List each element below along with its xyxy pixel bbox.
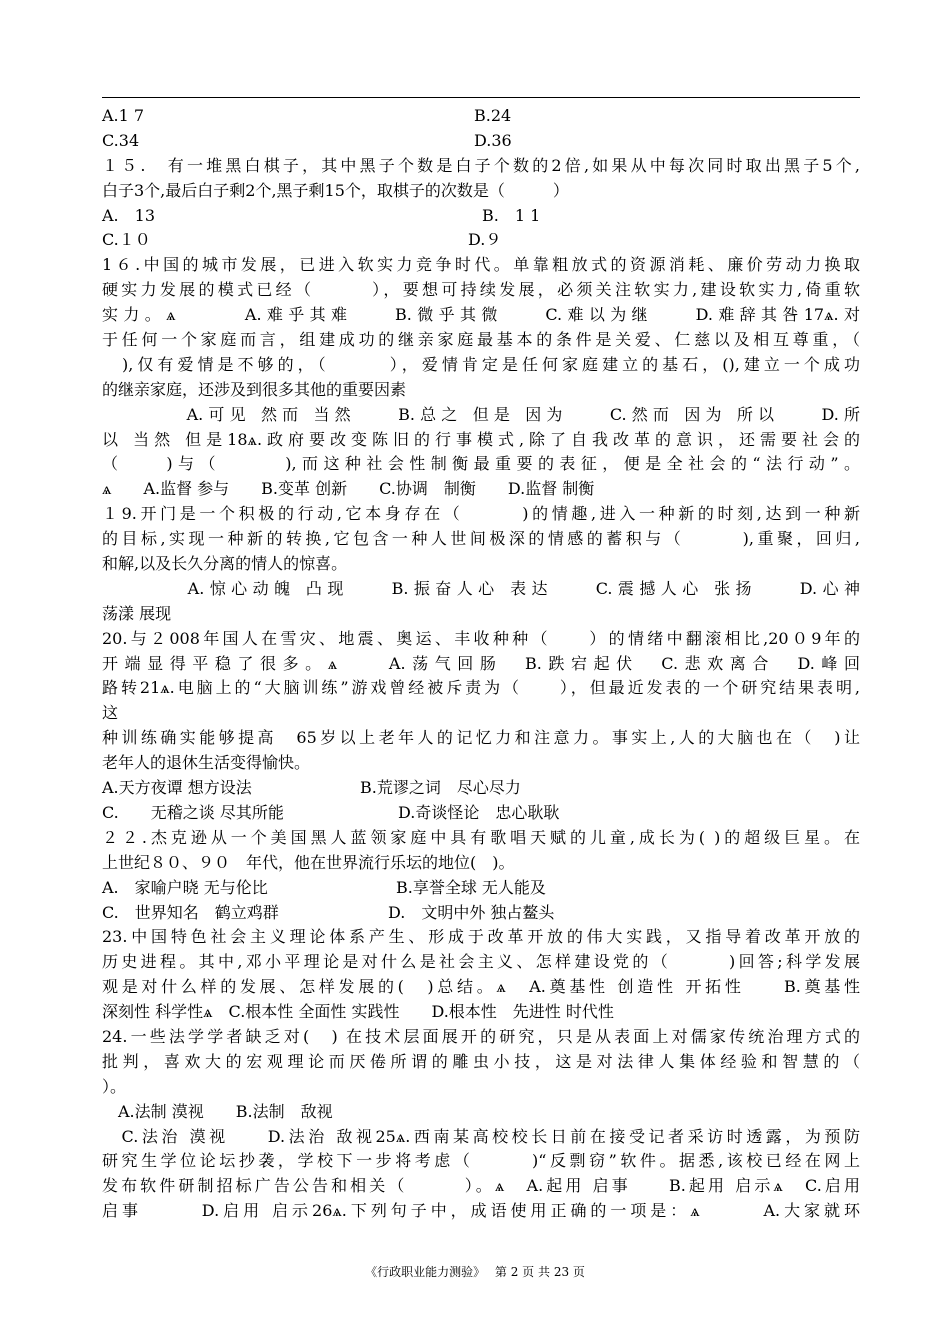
text-line: ２２.杰克逊从一个美国黑人蓝领家庭中具有歌唱天赋的儿童,成长为( )的超级巨星。在 bbox=[102, 827, 860, 847]
option-d: D. 文明中外 独占鳌头 bbox=[388, 902, 555, 922]
text-line: 老年人的退休生活变得愉快。 bbox=[102, 753, 311, 773]
text-line: 发布软件研制招标广告公告和相关（ ）。ѧ A.起用 启事 B.起用 启示ѧ C.启用 bbox=[102, 1176, 860, 1196]
option-line bbox=[102, 901, 860, 926]
text-line: 24.一些法学学者缺乏对( ) 在技术层面展开的研究，只是从表面上对儒家传统治理方式的 bbox=[102, 1026, 860, 1046]
text-line: C.法治 漠视 D.法治 敌视25ѧ.西南某高校校长日前在接受记者采访时透露，为预防 bbox=[102, 1126, 860, 1146]
option-d: D.９ bbox=[468, 230, 502, 250]
option-d: D.奇谈怪论 忠心耿耿 bbox=[398, 802, 560, 822]
option-b: B. 1 1 bbox=[482, 205, 541, 225]
page-number: 第 2 页 共 23 页 bbox=[494, 1265, 585, 1279]
option-line bbox=[102, 104, 860, 129]
text-line: 23.中国特色社会主义理论体系产生、形成于改革开放的伟大实践，又指导着改革开放的 bbox=[102, 927, 860, 947]
option-c: C. 世界知名 鹤立鸡群 bbox=[102, 902, 279, 922]
text-line: 观是对什么样的发展、怎样发展的( )总结。ѧ A.奠基性 创造性 开拓性 B.奠基性 bbox=[102, 977, 860, 997]
option-line bbox=[102, 801, 860, 826]
text-line: 和解,以及长久分离的情人的惊喜。 bbox=[102, 554, 348, 574]
text-line: 研究生学位论坛抄袭，学校下一步将考虑（ )“反剽窃”软件。据悉,该校已经在网上 bbox=[102, 1151, 860, 1171]
text-line: 荡漾 展现 bbox=[102, 603, 172, 623]
option-line bbox=[102, 129, 860, 154]
text-line: ),仅有爱情是不够的，（ ），爱情肯定是任何家庭建立的基石，(),建立一个成功 bbox=[102, 354, 860, 374]
option-line bbox=[102, 776, 860, 801]
option-line bbox=[102, 876, 860, 901]
text-line: 这 bbox=[102, 703, 119, 723]
text-line: 上世纪８０、９０ 年代，他在世界流行乐坛的地位( )。 bbox=[102, 852, 515, 872]
text-line: ）。 bbox=[102, 1076, 127, 1096]
option-d: D.36 bbox=[474, 130, 512, 150]
text-line: 的继亲家庭，还涉及到很多其他的重要因素 bbox=[102, 379, 407, 399]
option-line bbox=[102, 228, 860, 253]
text-line: 启事 D.启用 启示26ѧ.下列句子中，成语使用正确的一项是：ѧ A.大家就环 bbox=[102, 1201, 860, 1221]
option-line bbox=[102, 204, 860, 229]
option-a: A. 13 bbox=[102, 205, 156, 225]
option-c: C.１０ bbox=[102, 230, 151, 250]
text-line: 以 当然 但是18ѧ.政府要改变陈旧的行事模式,除了自我改革的意识，还需要社会的 bbox=[102, 429, 860, 449]
text-line: 1６.中国的城市发展，已进入软实力竞争时代。单靠粗放式的资源消耗、廉价劳动力换取 bbox=[102, 255, 860, 275]
option-c: C. 无稽之谈 尽其所能 bbox=[102, 802, 284, 822]
text-line: A.可见 然而 当然 B.总之 但是 因为 C.然而 因为 所以 D.所 bbox=[102, 404, 860, 424]
text-line: （ )与（ ),而这种社会性制衡最重要的表征，便是全社会的“法行动”。 bbox=[102, 454, 860, 474]
option-b: B.享誉全球 无人能及 bbox=[396, 877, 546, 897]
text-line: A.惊心动魄 凸现 B.振奋人心 表达 C.震撼人心 张扬 D.心神 bbox=[102, 578, 860, 598]
text-line: 的目标,实现一种新的转换,它包含一种人世间极深的情感的蓄积与（ ),重聚，回归, bbox=[102, 529, 860, 549]
text-line: 开端显得平稳了很多。ѧ A.荡气回肠 B.跌宕起伏 C.悲欢离合 D.峰回 bbox=[102, 653, 860, 673]
text-line: 种训练确实能够提高 65岁以上老年人的记忆力和注意力。事实上,人的大脑也在（ )让 bbox=[102, 728, 860, 748]
text-line: １9.开门是一个积极的行动,它本身存在（ )的情趣,进入一种新的时刻,达到一种新 bbox=[102, 504, 860, 524]
text-line: 深刻性 科学性ѧ C.根本性 全面性 实践性 D.根本性 先进性 时代性 bbox=[102, 1002, 614, 1022]
text-line: 20.与２008年国人在雪灾、地震、奥运、丰收种种（ ）的情绪中翻滚相比,20０9年的 bbox=[102, 628, 860, 648]
text-line: ѧ A.监督 参与 B.变革 创新 C.协调 制衡 D.监督 制衡 bbox=[102, 479, 595, 499]
text-line: A.法制 漠视 B.法制 敌视 bbox=[102, 1101, 333, 1121]
page-footer bbox=[0, 1263, 950, 1280]
option-c: C.34 bbox=[102, 130, 140, 150]
text-line: 白子3个,最后白子剩2个,黑子剩15个，取棋子的次数是（ ） bbox=[102, 180, 569, 200]
option-a: A.天方夜谭 想方设法 bbox=[102, 778, 252, 798]
option-a: A.1 7 bbox=[102, 106, 145, 125]
text-line: １５. 有一堆黑白棋子，其中黑子个数是白子个数的2倍,如果从中每次同时取出黑子5个, bbox=[102, 155, 860, 175]
option-a: A. 家喻户晓 无与伦比 bbox=[102, 877, 268, 897]
document-body bbox=[102, 104, 860, 1224]
text-line: 硬实力发展的模式已经（ ），要想可持续发展，必须关注软实力,建设软实力,倚重软 bbox=[102, 280, 860, 300]
option-b: B.荒谬之词 尽心尽力 bbox=[360, 778, 521, 798]
header-rule bbox=[102, 97, 860, 98]
footer-title: 《行政职业能力测验》 bbox=[365, 1265, 486, 1279]
text-line: 历史进程。其中,邓小平理论是对什么是社会主义、怎样建设党的（ )回答;科学发展 bbox=[102, 952, 860, 972]
text-line: 路转21ѧ.电脑上的“大脑训练”游戏曾经被斥责为（ ），但最近发表的一个研究结果表明, bbox=[102, 678, 860, 698]
text-line: 批判，喜欢大的宏观理论而厌倦所谓的雕虫小技，这是对法律人集体经验和智慧的（ bbox=[102, 1051, 860, 1071]
text-line: 实力。ѧ A.难乎其难 B.微乎其微 C.难以为继 D.难辞其咎17ѧ.对 bbox=[102, 305, 860, 325]
option-b: B.24 bbox=[474, 106, 512, 125]
text-line: 于任何一个家庭而言，组建成功的继亲家庭最基本的条件是关爱、仁慈以及相互尊重，（ bbox=[102, 330, 860, 350]
